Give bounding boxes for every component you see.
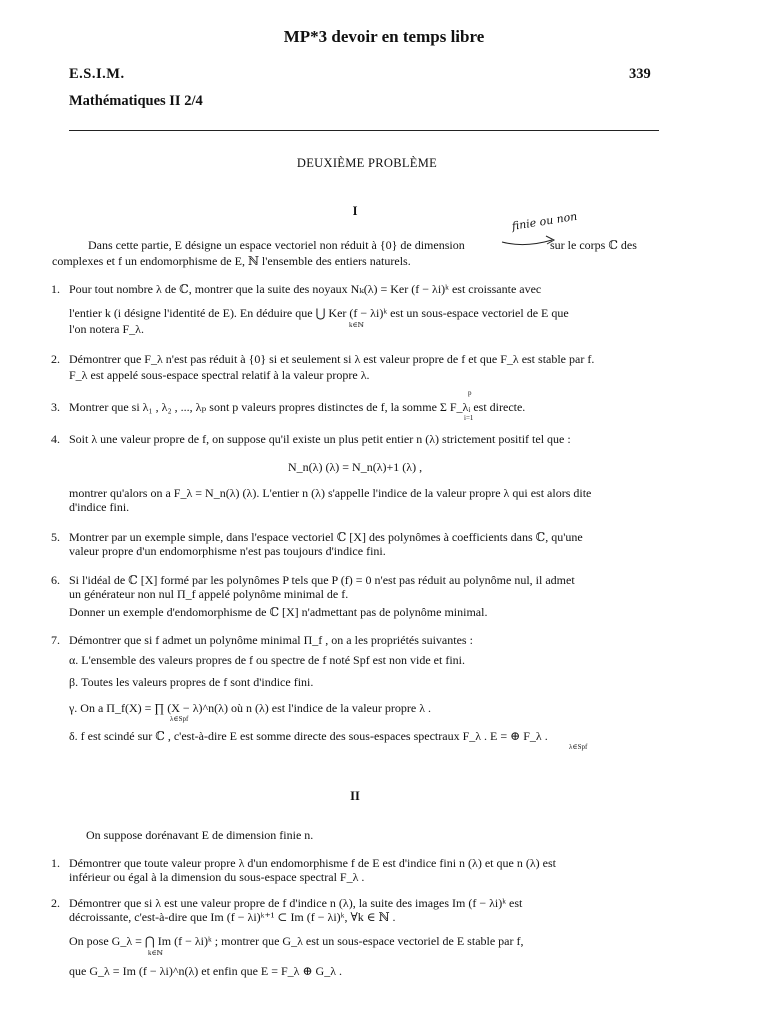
item-line: inférieur ou égal à la dimension du sous-espace spectral F_λ . <box>69 870 365 884</box>
page-number: 339 <box>629 66 651 82</box>
item-number: 1. <box>51 856 60 870</box>
item-equation: N_n(λ) (λ) = N_n(λ)+1 (λ) , <box>288 460 423 474</box>
item-number: 7. <box>51 633 60 647</box>
intro-line-1-end: sur le corps ℂ des <box>550 238 637 252</box>
item-line: Démontrer que si f admet un polynôme minimal Π_f , on a les propriétés suivantes : <box>69 633 473 647</box>
item-line: Donner un exemple d'endomorphisme de ℂ [X] n'admettant pas de polynôme minimal. <box>69 605 488 619</box>
item-subline: γ. On a Π_f(X) = ∏ (X − λ)^n(λ) où n (λ) est l'indice de la valeur propre λ . <box>69 701 432 715</box>
item-line: Si l'idéal de ℂ [X] formé par les polynômes P tels que P (f) = 0 n'est pas réduit au polynôme nul, il admet <box>69 573 575 587</box>
problem-title: DEUXIÈME PROBLÈME <box>296 156 438 170</box>
item-number: 1. <box>51 282 60 296</box>
item-number: 5. <box>51 530 60 544</box>
union-subscript: k∈ℕ <box>349 321 365 329</box>
item-number: 2. <box>51 896 60 910</box>
part-heading-1: I <box>352 204 358 218</box>
item-subline: β. Toutes les valeurs propres de f sont d'indice fini. <box>69 675 314 689</box>
item-line: Montrer que si λ₁ , λ₂ , ..., λₚ sont p valeurs propres distinctes de f, la somme Σ F_λᵢ est directe. <box>69 400 526 414</box>
part-heading-2: II <box>350 789 360 803</box>
item-line: décroissante, c'est-à-dire que Im (f − λi)ᵏ⁺¹ ⊂ Im (f − λi)ᵏ, ∀k ∈ ℕ . <box>69 910 396 924</box>
sum-subscript: i=1 <box>464 414 474 422</box>
item-subline: δ. f est scindé sur ℂ , c'est-à-dire E est somme directe des sous-espaces spectraux F_λ . E = ⊕ F_λ . <box>69 729 548 743</box>
school-name: E.S.I.M. <box>69 66 125 82</box>
item-number: 2. <box>51 352 60 366</box>
item-line: que G_λ = Im (f − λi)^n(λ) et enfin que E = F_λ ⊕ G_λ . <box>69 964 343 978</box>
item-line: Pour tout nombre λ de ℂ, montrer que la suite des noyaux Nₖ(λ) = Ker (f − λi)ᵏ est croissante avec <box>69 282 542 296</box>
item-number: 3. <box>51 400 60 414</box>
item-line: On pose G_λ = ⋂ Im (f − λi)ᵏ ; montrer que G_λ est un sous-espace vectoriel de E stable par f, <box>69 934 524 948</box>
item-line: l'on notera F_λ. <box>69 322 144 336</box>
item-line: Démontrer que toute valeur propre λ d'un endomorphisme f de E est d'indice fini n (λ) et que n (λ) est <box>69 856 556 870</box>
item-line: Soit λ une valeur propre de f, on suppose qu'il existe un plus petit entier n (λ) strictement positif tel que : <box>69 432 571 446</box>
item-line: l'entier k (i désigne l'identité de E). En déduire que ⋃ Ker (f − λi)ᵏ est un sous-espace vectoriel de E que <box>69 306 569 320</box>
page-title: MP*3 devoir en temps libre <box>283 27 485 46</box>
product-subscript: λ∈Spf <box>170 715 189 723</box>
handwritten-note: finie ou non <box>510 209 579 233</box>
intro-line-2: complexes et f un endomorphisme de E, ℕ l'ensemble des entiers naturels. <box>52 254 411 268</box>
item-line: valeur propre d'un endomorphisme n'est pas toujours d'indice fini. <box>69 544 386 558</box>
subject-label: Mathématiques II 2/4 <box>69 93 203 109</box>
item-line: un générateur non nul Π_f appelé polynôme minimal de f. <box>69 587 349 601</box>
part2-intro: On suppose dorénavant E de dimension finie n. <box>86 828 314 842</box>
direct-sum-subscript: λ∈Spf <box>569 743 588 751</box>
item-line: Montrer par un exemple simple, dans l'espace vectoriel ℂ [X] des polynômes à coefficients dans ℂ, qu'une <box>69 530 583 544</box>
item-number: 6. <box>51 573 60 587</box>
item-subline: α. L'ensemble des valeurs propres de f ou spectre de f noté Spf est non vide et fini. <box>69 653 465 667</box>
item-line: Démontrer que si λ est une valeur propre de f d'indice n (λ), la suite des images Im (f − λi)ᵏ est <box>69 896 523 910</box>
item-number: 4. <box>51 432 60 446</box>
header-rule <box>69 130 659 131</box>
item-line: Démontrer que F_λ n'est pas réduit à {0} si et seulement si λ est valeur propre de f et que F_λ est stable par f. <box>69 352 595 366</box>
sum-superscript: p <box>468 389 472 397</box>
item-line: d'indice fini. <box>69 500 130 514</box>
intro-line-1: Dans cette partie, E désigne un espace vectoriel non réduit à {0} de dimension <box>88 238 465 252</box>
intersection-subscript: k∈ℕ <box>148 949 164 957</box>
item-line: montrer qu'alors on a F_λ = N_n(λ) (λ). L'entier n (λ) s'appelle l'indice de la valeur propre λ qui est alors dite <box>69 486 592 500</box>
item-line: F_λ est appelé sous-espace spectral relatif à la valeur propre λ. <box>69 368 370 382</box>
